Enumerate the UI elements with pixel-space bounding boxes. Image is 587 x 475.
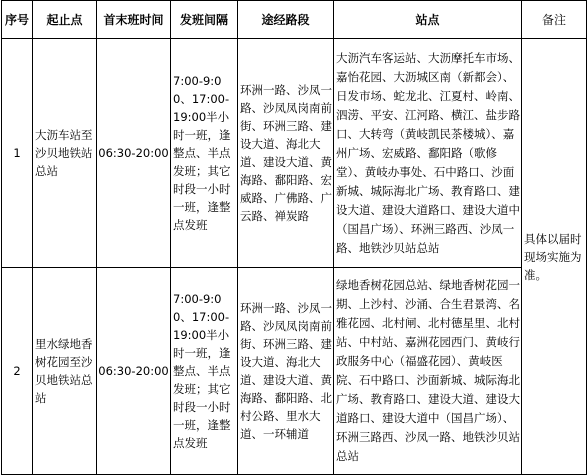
header-endpoints: 起止点 [33, 1, 97, 39]
header-stops: 站点 [334, 1, 522, 39]
header-row [2, 1, 587, 39]
row-interval: 7:00-9:00、17:00-19:00半小时一班，逢整点、半点发班；其它时段一小时一班，逢整点发班 [171, 268, 238, 475]
header-note: 备注 [522, 1, 587, 39]
table-row [2, 268, 587, 475]
header-interval: 发班间隔 [171, 1, 238, 39]
row-stops: 绿地香树花园总站、绿地香树花园一期、上沙村、沙涌、合生君景湾、名雅花园、北村闸、北村德星里、北村站、中村站、嘉洲花园西门、黄岐行政服务中心（福盛花园）、黄岐医院、石中路口、沙面新城、城际海北广场、教育路口、建设大道、建设大道路口、建设大道中（国昌广场）、环洲三路西、沙凤一路、地铁沙贝站总站 [334, 268, 522, 475]
row-route: 环洲一路、沙凤一路、沙凤凤岗南前街、环洲三路、建设大道、海北大道、建设大道、黄海路、鄱阳路、北村公路、里水大道、一环辅道 [238, 268, 334, 475]
row-number: 2 [2, 268, 33, 475]
row-route: 环洲一路、沙凤一路、沙凤凤岗南前街、环洲三路、建设大道、海北大道、建设大道、黄海路、鄱阳路、宏威路、广佛路、广云路、禅炭路 [238, 39, 334, 268]
header-route: 途经路段 [238, 1, 334, 39]
header-no: 序号 [2, 1, 33, 39]
row-number: 1 [2, 39, 33, 268]
bus-route-table [1, 0, 587, 475]
row-service-time: 06:30-20:00 [97, 268, 171, 475]
row-stops: 大沥汽车客运站、大沥摩托车市场、嘉怡花园、大沥城区南（新都会）、日发市场、蛇龙北、江夏村、岭南、泗涝、平安、江河路、横江、盐步路口、大转弯（黄岐凯民茶楼城）、嘉州广场、宏威路、鄱阳路（歌修堂）、黄岐办事处、石中路口、沙面新城、城际海北广场、教育路口、建设大道、建设大道路口、建设大道中（国昌广场）、环洲三路西、沙凤一路、地铁沙贝站总站 [334, 39, 522, 268]
row-note: 具体以届时现场实施为准。 [522, 39, 587, 475]
header-time: 首末班时间 [97, 1, 171, 39]
table-row [2, 39, 587, 268]
row-interval: 7:00-9:00、17:00-19:00半小时一班，逢整点、半点发班；其它时段一小时一班，逢整点发班 [171, 39, 238, 268]
row-endpoints: 里水绿地香树花园至沙贝地铁站总站 [33, 268, 97, 475]
row-service-time: 06:30-20:00 [97, 39, 171, 268]
row-endpoints: 大沥车站至沙贝地铁站总站 [33, 39, 97, 268]
